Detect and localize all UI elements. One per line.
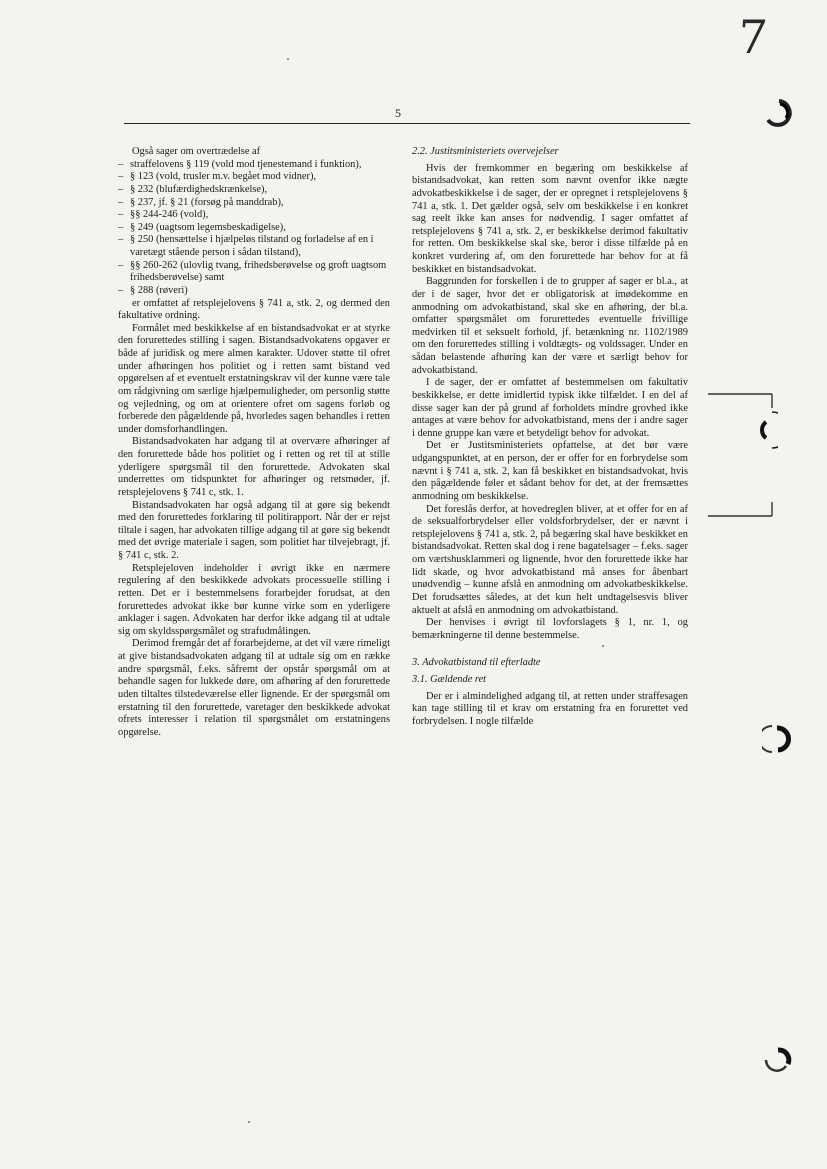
- scan-speck: [602, 645, 604, 647]
- intro-text: Også sager om overtrædelse af: [132, 146, 261, 157]
- paragraph: Bistandsadvokaten har også adgang til at gøre sig bekendt med den forurettedes forklaring til politirapport. Når der er rejst tiltale i sagen, har advokaten tillige adgang til at gøre sig bekendt med det øvrige materiale i sagen, som politiet har tilvejebragt, jf. § 741 c, stk. 2.: [118, 499, 390, 561]
- list-item: – § 249 (uagtsom legemsbeskadigelse),: [118, 222, 390, 235]
- list-item: – § 250 (hensættelse i hjælpeløs tilstand og forladelse af en i varetægt stående person i sådan tilstand),: [118, 234, 390, 259]
- section-heading: 3. Advokatbistand til efterladte: [412, 657, 541, 669]
- scan-speck: [248, 1121, 250, 1123]
- page-number: 5: [395, 106, 401, 120]
- paragraph: Det er Justitsministeriets opfattelse, at det bør være udgangspunktet, at en person, der er offer for en forbrydelse som nævnt i § 741 a, stk. 2, kan få beskikket en bistandsadvokat, hvis den pågældende føler et sådant behov for det, at der fremsættes anmodning om beskikkelse.: [412, 440, 688, 502]
- paragraph: I de sager, der er omfattet af bestemmelsen om fakultativ beskikkelse, er dette imidlertid typisk ikke tilfældet. I en del af disse sager kan der på grund af forholdets mindre grovhed ikke antages at være behov for advokatbistand, mens der i andre sager i denne gruppe kan være et betydeligt behov for advokat.: [412, 377, 688, 439]
- scan-speck: [287, 58, 289, 60]
- paragraph: Bistandsadvokaten har adgang til at overvære afhøringer af den forurettede både hos politiet og i retten og ret til at stille yderligere spørgsmål til den forurettede. Advokaten skal underrettes om tidspunktet for afhøringer og retsmøder, jf. retsplejelovens § 741 c, stk. 1.: [118, 436, 390, 498]
- punch-hole-icon: [762, 1046, 792, 1076]
- margin-bracket-mark: [706, 390, 778, 520]
- law-section-list: [118, 159, 390, 298]
- list-item: – §§ 244-246 (vold),: [118, 209, 390, 222]
- list-item: – § 123 (vold, trusler m.v. begået mod vidner),: [118, 171, 390, 184]
- list-item: – §§ 260-262 (ulovlig tvang, frihedsberøvelse og groft uagtsom frihedsberøvelse) samt: [118, 260, 390, 285]
- paragraph: Formålet med beskikkelse af en bistandsadvokat er at styrke den forurettedes stilling i sagen. Bistandsadvokatens opgaver er både af juridisk og mere almen karakter. Udover støtte til ofret under afhøringen hos politiet og i retten samt bistand ved opgørelsen af et eventuelt erstatningskrav vil der kunne være tale om rådgivning om særlige hjælpemuligheder, om personlig støtte og vejledning, og om at orientere ofret om sagens forløb og forberede den pågældende på, hvorledes sagen behandles i retten under domsforhandlingen.: [118, 322, 390, 435]
- paragraph: Der er i almindelighed adgang til, at retten under straffesagen kan tage stilling til et krav om erstatning fra en forurettet ved forbrydelsen. I nogle tilfælde: [412, 690, 688, 727]
- left-column: [118, 146, 390, 739]
- handwritten-page-number: 7: [736, 10, 770, 64]
- paragraph: Hvis der fremkommer en begæring om beskikkelse af bistandsadvokat, kan retten som nævnt ovenfor ikke nægte advokatbeskikkelse i de sager, der er opregnet i retsplejelovens § 741 a, stk. 1. Det gælder også, selv om beskikkelse i en konkret sag reelt ikke kan anses for nødvendig. I sager omfattet af retsplejelovens § 741 a, stk. 2, er beskikkelse derimod fakultativ for retten. Om beskikkelse skal ske, beror i disse tilfælde på en konkret vurdering af, om den forurettede har behov for at få beskikket en bistandsadvokat.: [412, 162, 688, 275]
- paragraph: er omfattet af retsplejelovens § 741 a, stk. 2, og dermed den fakultative ordning.: [118, 297, 390, 322]
- right-column: [412, 146, 688, 729]
- list-item: – § 237, jf. § 21 (forsøg på manddrab),: [118, 197, 390, 210]
- subsection-heading: 3.1. Gældende ret: [412, 674, 487, 685]
- list-item: – straffelovens § 119 (vold mod tjenestemand i funktion),: [118, 159, 390, 172]
- list-item: – § 288 (røveri): [118, 285, 390, 298]
- paragraph: Det foreslås derfor, at hovedreglen bliver, at et offer for en af de seksualforbrydelser eller voldsforbrydelser, der er nævnt i retsplejelovens § 741 a, stk. 2, på begæring skal have beskikket en bistandsadvokat. Retten skal dog i rene bagatelsager – f.eks. sager om værtshusklammeri og lignende, hvor den forurettede ikke har lidt skade, og hvor advokatbistand må anses for åbenbart unødvendig – kunne afslå en anmodning om advokatbeskikkelse. Det forudsættes således, at det kun helt undtagelsesvis bliver aktuelt at afslå en anmodning om advokatbistand.: [412, 503, 688, 616]
- punch-hole-icon: [762, 724, 792, 754]
- punch-hole-icon: [762, 98, 792, 128]
- paragraph: Der henvises i øvrigt til lovforslagets § 1, nr. 1, og bemærkningerne til denne bestemmelse.: [412, 617, 688, 641]
- paragraph: Retsplejeloven indeholder i øvrigt ikke en nærmere regulering af den beskikkede advokats processuelle stilling i retten. Det er i bestemmelsens forarbejder forudsat, at den forurettedes advokat ikke bør kunne virke som en yderligere anklager i sagen. Advokaten har derfor ikke adgang til at udtale sig om skyldsspørgsmålet og strafudmålingen.: [118, 562, 390, 637]
- section-heading: 2.2. Justitsministeriets overvejelser: [412, 146, 559, 157]
- paragraph: Baggrunden for forskellen i de to grupper af sager er bl.a., at der i de sager, hvor det er obligatorisk at imødekomme en anmodning om advokatbistand, skal ske en afhøring, der bl.a. omfatter spørgsmålet om forurettedes eventuelle frivillige medvirken til et seksuelt forhold, jf. betænkning nr. 1102/1989 om den forurettedes stilling i voldtægts- og voldssager. Under en sådan belastende afhøring kan der være et særligt behov for advokatbistand.: [412, 276, 688, 376]
- header-rule: [124, 123, 690, 124]
- list-item: – § 232 (blufærdighedskrænkelse),: [118, 184, 390, 197]
- paragraph: Derimod fremgår det af forarbejderne, at det vil være rimeligt at give bistandsadvokaten adgang til at udtale sig om en række andre spørgsmål, f.eks. såfremt der opstår spørgsmål om at behandle sagen for lukkede døre, om afhøring af den forurettede uden tiltaltes tilstedeværelse eller lignende. Er der spørgsmål om erstatning til den forurettede, varetager den beskikkede advokat ofrets interesser i relation til spørgsmålet om erstatningens opgørelse.: [118, 638, 390, 738]
